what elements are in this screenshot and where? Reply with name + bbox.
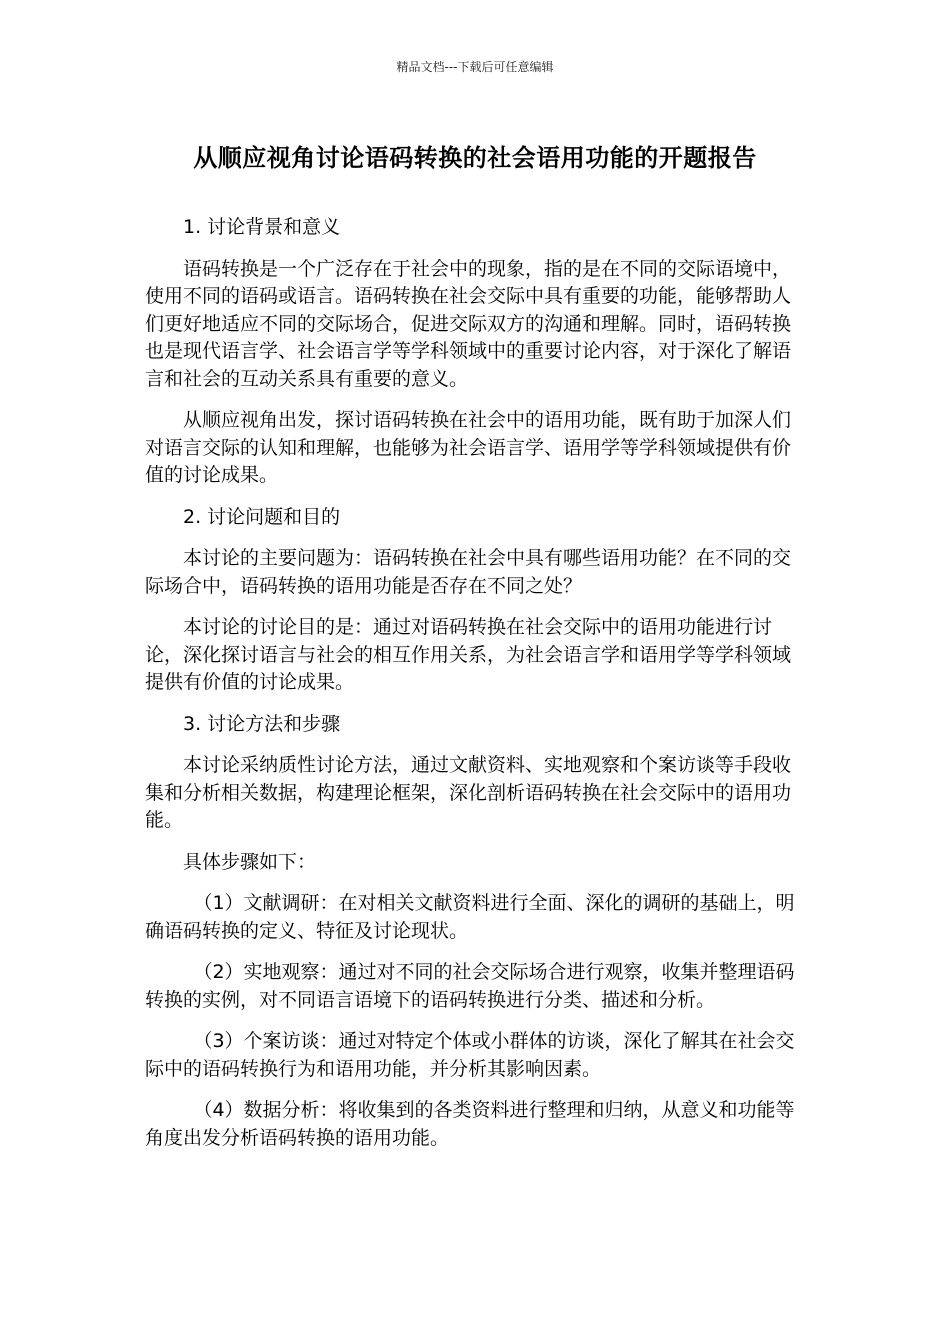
document-body — [145, 214, 809, 1166]
paragraph-steps-intro: 具体步骤如下： — [183, 850, 317, 873]
document-title: 从顺应视角讨论语码转换的社会语用功能的开题报告 — [193, 144, 757, 172]
section-heading-questions: 2. 讨论问题和目的 — [183, 505, 341, 528]
step-item-4: （4）数据分析：将收集到的各类资料进行整理和归纳，从意义和功能等角度出发分析语码转换的语用功能。 — [145, 1099, 795, 1149]
step-item-1: （1）文献调研：在对相关文献资料进行全面、深化的调研的基础上，明确语码转换的定义、特征及讨论现状。 — [145, 892, 795, 942]
header-note: 精品文档---下载后可任意编辑 — [396, 60, 554, 74]
paragraph-methods: 本讨论采纳质性讨论方法，通过文献资料、实地观察和个案访谈等手段收集和分析相关数据，构建理论框架，深化剖析语码转换在社会交际中的语用功能。 — [145, 754, 792, 831]
section-heading-background: 1. 讨论背景和意义 — [183, 216, 341, 238]
paragraph-background-2: 从顺应视角出发，探讨语码转换在社会中的语用功能，既有助于加深人们对语言交际的认知和理解，也能够为社会语言学、语用学等学科领域提供有价值的讨论成果。 — [145, 409, 792, 486]
paragraph-background-1: 语码转换是一个广泛存在于社会中的现象，指的是在不同的交际语境中，使用不同的语码或语言。语码转换在社会交际中具有重要的功能，能够帮助人们更好地适应不同的交际场合，促进交际双方的沟通和理解。同时，语码转换也是现代语言学、社会语言学等学科领域中的重要讨论内容，对于深化了解语言和社会的互动关系具有重要的意义。 — [145, 257, 792, 390]
paragraph-goals: 本讨论的讨论目的是：通过对语码转换在社会交际中的语用功能进行讨论，深化探讨语言与社会的相互作用关系，为社会语言学和语用学等学科领域提供有价值的讨论成果。 — [145, 616, 792, 693]
section-heading-methods: 3. 讨论方法和步骤 — [183, 712, 341, 735]
step-item-2: （2）实地观察：通过对不同的社会交际场合进行观察，收集并整理语码转换的实例，对不同语言语境下的语码转换进行分类、描述和分析。 — [145, 961, 795, 1011]
step-item-3: （3）个案访谈：通过对特定个体或小群体的访谈，深化了解其在社会交际中的语码转换行为和语用功能，并分析其影响因素。 — [145, 1030, 795, 1080]
paragraph-questions: 本讨论的主要问题为：语码转换在社会中具有哪些语用功能？在不同的交际场合中，语码转换的语用功能是否存在不同之处？ — [145, 547, 792, 597]
